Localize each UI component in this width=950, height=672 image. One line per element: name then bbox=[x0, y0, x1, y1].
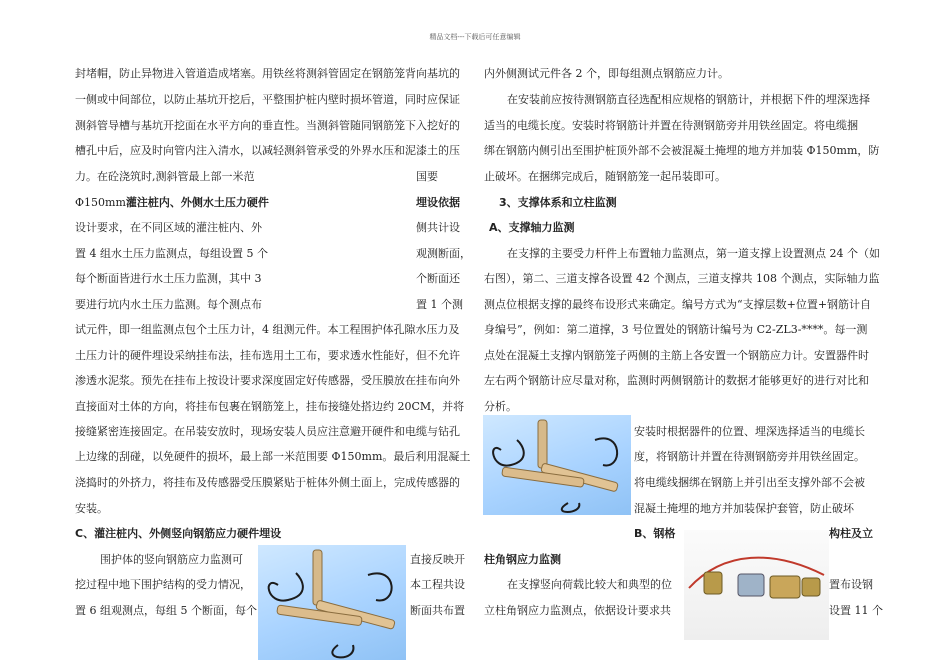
left-text-fragment: 置 1 个测 bbox=[416, 298, 463, 311]
left-text-line: 设计要求，在不同区域的灌注桩内、外 bbox=[75, 221, 262, 234]
right-text-line: 安装时根据器件的位置、埋深选择适当的电缆长 bbox=[634, 425, 865, 438]
left-text-line: 槽孔中后，应及时向管内注入清水，以减轻测斜管承受的外界水压和泥漆土的压 bbox=[75, 144, 460, 157]
steel-gauge-photo-1 bbox=[258, 545, 406, 660]
right-text-line: 左右两个钢筋计应尽量对称，监测时两侧钢筋计的数据才能够更好的进行对比和 bbox=[484, 374, 869, 387]
right-text-line: 右图），第二、三道支撑各设置 42 个测点，三道支撑共 108 个测点，实际轴力监 bbox=[484, 272, 880, 285]
right-text-fragment: 置布设钢 bbox=[829, 578, 873, 591]
right-text-line: 分析。 bbox=[484, 400, 517, 413]
section-heading-3: 3、支撑体系和立柱监测 bbox=[499, 196, 617, 209]
right-text-line: 立柱角钢应力监测点，依据设计要求共 bbox=[484, 604, 671, 617]
right-text-line: 绑在钢筋内侧引出至围护桩顶外部不会被混凝土掩埋的地方并加装 Φ150mm，防 bbox=[484, 144, 880, 157]
right-text-line: 内外侧测试元件各 2 个，即每组测点钢筋应力计。 bbox=[484, 67, 729, 80]
left-text-line: 试元件，即一组监测点包个土压力计，4 组测元件。本工程围护体孔隙水压力及 bbox=[75, 323, 460, 336]
left-text-line: 接缝紧密连接固定。在吊装安放时，现场安装人员应注意避开硬件和电缆与钻孔 bbox=[75, 425, 460, 438]
left-text-fragment: 侧共计设 bbox=[416, 221, 460, 234]
left-text-line: 每个断面皆进行水土压力监测，其中 3 bbox=[75, 272, 262, 285]
left-text-line: 渗透水泥浆。预先在挂布上按设计要求深度固定好传感器，受压膜放在挂布向外 bbox=[75, 374, 460, 387]
right-text-line: 适当的电缆长度。安装时将钢筋计并置在待测钢筋旁并用铁丝固定。将电缆捆 bbox=[484, 119, 858, 132]
left-text-line: 土压力计的硬件埋设采纳挂布法，挂布选用土工布，要求透水性能好，但不允许 bbox=[75, 349, 460, 362]
left-text-fragment: 埋设依据 bbox=[416, 196, 460, 209]
right-text-line: 在支撑竖向荷载比较大和典型的位 bbox=[507, 578, 672, 591]
right-text-line: 混凝土掩埋的地方并加装保护套管，防止破坏 bbox=[634, 502, 854, 515]
left-text-line: 上边缘的刮碰，以免硬件的损坏，最上部一米范围要 Φ150mm。最后利用混凝土 bbox=[75, 450, 471, 463]
left-text-line: 直接面对土体的方向，将挂布包裹在钢筋笼上，挂布接缝处搭边约 20CM，并将 bbox=[75, 400, 465, 413]
section-heading-c: C、灌注桩内、外侧竖向钢筋应力硬件埋设 bbox=[75, 527, 282, 540]
section-heading-b2-cont: 柱角钢应力监测 bbox=[484, 553, 561, 566]
left-text-line: 封堵帽，防止异物进入管道造成堵塞。用铁丝将测斜管固定在钢筋笼背向基坑的 bbox=[75, 67, 460, 80]
page-header: 精品文档---下载后可任意编辑 bbox=[429, 33, 521, 41]
right-text-line: 点处在混凝土支撑内钢筋笼子两侧的主筋上各安置一个钢筋应力计。安置器件时 bbox=[484, 349, 869, 362]
right-text-fragment: 设置 11 个 bbox=[829, 604, 883, 617]
steel-gauge-photo-2 bbox=[483, 415, 631, 515]
right-text-line: 在安装前应按待测钢筋直径选配相应规格的钢筋计，并根据下件的埋深选择 bbox=[507, 93, 870, 106]
section-heading-b2-tail: 构柱及立 bbox=[829, 527, 873, 540]
mid-text-fragment: 断面共布置 bbox=[410, 604, 465, 617]
right-text-line: 度，将钢筋计并置在待测钢筋旁并用铁丝固定。 bbox=[634, 450, 865, 463]
left-text-line: 安装。 bbox=[75, 502, 108, 515]
right-text-line: 将电缆线捆绑在钢筋上并引出至支撑外部不会被 bbox=[634, 476, 865, 489]
left-text-line: 挖过程中地下围护结构的受力情况， bbox=[75, 578, 251, 591]
section-heading-a: A、支撑轴力监测 bbox=[489, 221, 575, 234]
left-text-line: 浇捣时的外挤力，将挂布及传感器受压膜紧贴于桩体外侧土面上，完成传感器的 bbox=[75, 476, 460, 489]
left-text-line: 力。在砼浇筑时,测斜管最上部一米范 bbox=[75, 170, 255, 183]
left-text-fragment: 国要 bbox=[416, 170, 438, 183]
section-heading-b2: B、钢格 bbox=[634, 527, 676, 540]
right-text-line: 身编号”，例如：第二道撑，3 号位置处的钢筋计编号为 C2-ZL3-****。每一测 bbox=[484, 323, 868, 336]
right-text-line: 测点位根据支撑的最终布设形式来确定。编号方式为“支撑层数+位置+钢筋计自 bbox=[484, 298, 872, 311]
section-heading-b: 灌注桩内、外侧水土压力硬件 bbox=[125, 196, 269, 209]
left-text-line: 要进行坑内水土压力监测。每个测点布 bbox=[75, 298, 262, 311]
mid-text-fragment: 直接反映开 bbox=[410, 553, 465, 566]
left-text-line: 测斜管导槽与基坑开挖面在水平方向的垂直性。当测斜管随同钢筋笼下入挖好的 bbox=[75, 119, 460, 132]
left-text-line: 置 4 组水土压力监测点，每组设置 5 个 bbox=[75, 247, 268, 260]
diameter-text: Φ150mm bbox=[75, 196, 126, 209]
left-text-line: 置 6 组观测点，每组 5 个断面，每个 bbox=[75, 604, 257, 617]
left-text-fragment: 观测断面， bbox=[416, 247, 471, 260]
left-text-line bbox=[75, 196, 269, 210]
left-text-line: 围护体的竖向钢筋应力监测可 bbox=[100, 553, 243, 566]
right-text-line: 在支撑的主要受力杆件上布置轴力监测点，第一道支撑上设置测点 24 个（如 bbox=[507, 247, 880, 260]
left-text-line: 一侧或中间部位，以防止基坑开挖后，平整围护桩内壁时损坏管道，同时应保证 bbox=[75, 93, 460, 106]
right-text-line: 止破坏。在捆绑完成后，随钢筋笼一起吊装即可。 bbox=[484, 170, 726, 183]
mid-text-fragment: 本工程共设 bbox=[410, 578, 465, 591]
left-text-fragment: 个断面还 bbox=[416, 272, 460, 285]
strain-gauge-photo bbox=[684, 530, 829, 640]
